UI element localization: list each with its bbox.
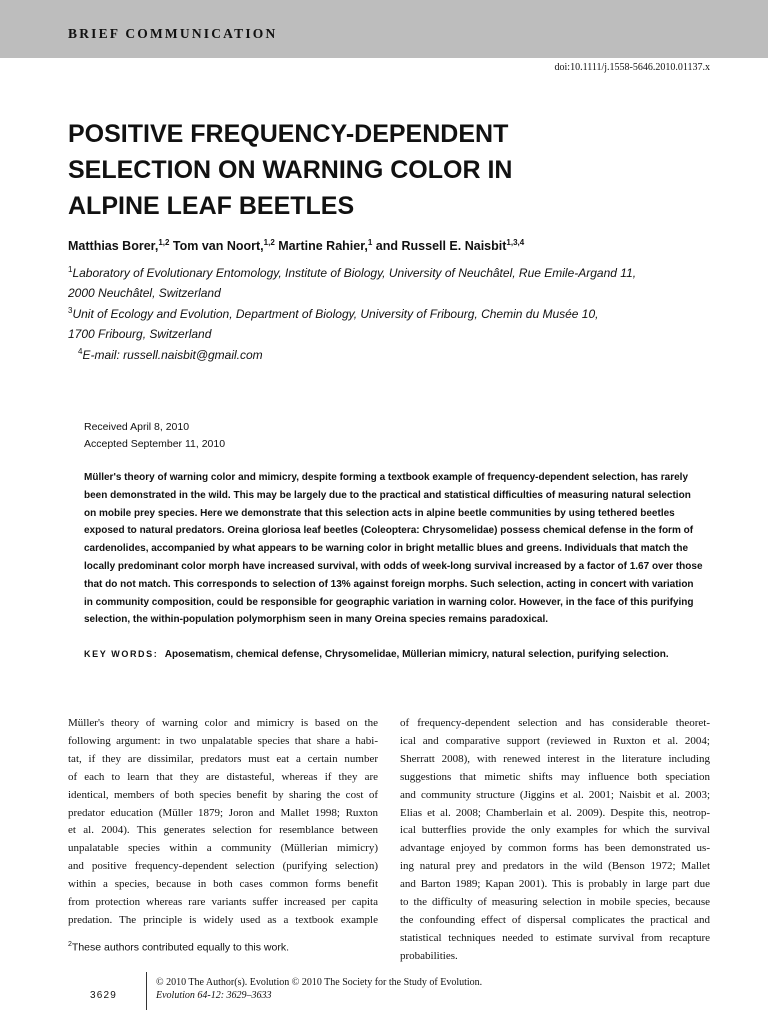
- affil-sup: 1: [68, 265, 73, 274]
- abstract-line: in community composition, could be responsible for geographic variation in warning color. However, in the face of this purifying: [84, 596, 694, 608]
- footnote-sup: 2: [68, 941, 72, 948]
- keywords-label: KEY WORDS:: [84, 649, 159, 659]
- affiliation-3: [68, 301, 708, 344]
- body-line: identical, members of both species benefit by sharing the cost of: [68, 788, 378, 801]
- body-line: Sherratt 2008), with renewed interest in the literature including: [400, 752, 710, 765]
- body-line: ical butterflies provide the only examples for which the survival: [400, 824, 710, 837]
- body-line: and community structure (Jiggins et al. 2001; Naisbit et al. 2003;: [400, 788, 710, 801]
- author-name: Matthias Borer,: [68, 239, 159, 254]
- footnote-text: These authors contributed equally to this work.: [71, 941, 290, 954]
- doi: doi:10.1111/j.1558-5646.2010.01137.x: [554, 62, 710, 73]
- body-line: advantage enjoyed by common forms has been demonstrated us-: [400, 842, 710, 855]
- page-number: 3629: [90, 990, 118, 1001]
- title-line: POSITIVE FREQUENCY-DEPENDENT: [68, 120, 509, 148]
- copyright: [156, 976, 482, 1002]
- body-line: predation. The principle is widely used as a textbook example: [68, 913, 378, 926]
- abstract-line: locally predominant color morph have increased survival, with odds of week-long survival increased by a factor of 1.67 over those: [84, 560, 703, 572]
- title-line: ALPINE LEAF BEETLES: [68, 192, 355, 220]
- body-line: unpalatable species within a community (Müllerian mimicry): [68, 842, 378, 855]
- body-line: Müller's theory of warning color and mimicry is based on the: [68, 717, 378, 729]
- abstract-line: on mobile prey species. Here we demonstrate that this selection acts in alpine beetle communities by using tethered beetles: [84, 507, 675, 519]
- contact-email: [78, 342, 718, 365]
- title-line: SELECTION ON WARNING COLOR IN: [68, 156, 513, 184]
- affiliation-1: [68, 260, 708, 303]
- author-list: [68, 238, 524, 253]
- author-name: and Russell E. Naisbit: [372, 239, 507, 254]
- author-name: Tom van Noort,: [169, 239, 264, 254]
- abstract-line: selection, the within-population polymorphism seen in many Oreina species remains paradoxical.: [84, 614, 549, 626]
- body-line: of frequency-dependent selection and has considerable theoret-: [400, 717, 710, 729]
- body-line: following argument: in two unpalatable species that share a habi-: [68, 734, 378, 747]
- accepted-date: Accepted September 11, 2010: [84, 438, 226, 450]
- abstract-line: exposed to natural predators. Oreina gloriosa leaf beetles (Coleoptera: Chrysomelidae) possess chemical defense in the form of: [84, 525, 694, 537]
- keywords-text: Aposematism, chemical defense, Chrysomelidae, Müllerian mimicry, natural selection, purifying selection.: [164, 649, 669, 660]
- abstract-line: been demonstrated in the wild. This may be largely due to the practical and statistical difficulties of measuring natural selection: [84, 489, 691, 501]
- body-column-left: [68, 715, 378, 930]
- body-line: of each to learn that they are distasteful, whereas if they are: [68, 770, 378, 783]
- affil-sup: 3: [68, 306, 73, 315]
- body-line: Elias et al. 2008; Chamberlain et al. 2009). Despite this, neotrop-: [400, 806, 710, 819]
- body-line: predator education (Müller 1879; Joron and Mallet 1998; Ruxton: [68, 806, 378, 819]
- author-affil-sup: 1,2: [263, 238, 275, 247]
- copyright-line: © 2010 The Author(s). Evolution © 2010 The Society for the Study of Evolution.: [156, 977, 483, 988]
- footer-divider: [146, 972, 147, 1010]
- body-line: and positive frequency-dependent selection (purifying selection): [68, 860, 378, 873]
- body-line: the confounding effect of dispersal complicates the practical and: [400, 913, 710, 926]
- section-label: BRIEF COMMUNICATION: [68, 26, 278, 41]
- abstract-line: cardenolides, accompanied by what appears to be warning color in bright metallic blues and greens. Individuals that match the: [84, 543, 689, 555]
- received-date: Received April 8, 2010: [84, 421, 190, 433]
- body-line: ical and comparative support (reviewed in Ruxton et al. 2004;: [400, 734, 710, 747]
- body-line: statistical techniques needed to estimate survival from recapture: [400, 931, 710, 944]
- body-line: tat, if they are dissimilar, predators must eat a certain number: [68, 752, 378, 765]
- body-line: ing natural prey and predators in the wild (Benson 1972; Mallet: [400, 860, 710, 873]
- affil-text: Laboratory of Evolutionary Entomology, Institute of Biology, University of Neuchâtel, Rue Emile-Argand 11,: [72, 266, 637, 280]
- keywords: [84, 649, 669, 660]
- body-line: et al. 2004). This generates selection for resemblance between: [68, 824, 378, 837]
- abstract-line: Müller's theory of warning color and mimicry, despite forming a textbook example of frequency-dependent selection, has rarely: [84, 472, 688, 483]
- author-affil-sup: 1: [367, 238, 373, 247]
- body-line: probabilities.: [400, 949, 458, 962]
- affil-text: 2000 Neuchâtel, Switzerland: [68, 286, 221, 300]
- body-line: suggestions that mimetic shifts may influence both speciation: [400, 770, 710, 783]
- footnote: [68, 941, 289, 954]
- abstract: [84, 469, 703, 629]
- email-text: E-mail: russell.naisbit@gmail.com: [82, 348, 263, 362]
- body-line: to the difficulty of measuring selection in mobile species, because: [400, 896, 710, 909]
- author-name: Martine Rahier,: [274, 239, 368, 254]
- affil-sup: 4: [78, 347, 83, 356]
- body-line: from protection whereas rare variants suffer increased per capita: [68, 896, 378, 909]
- body-column-right: [400, 715, 710, 966]
- affil-text: Unit of Ecology and Evolution, Department of Biology, University of Fribourg, Chemin du Musée 10,: [72, 307, 599, 321]
- body-line: and Barton 1989; Kapan 2001). This is probably in large part due: [400, 878, 710, 891]
- journal-citation: Evolution 64-12: 3629–3633: [156, 990, 272, 1001]
- abstract-line: that do not match. This corresponds to selection of 13% against foreign morphs. Such selection, acting in concert with variation: [84, 578, 694, 590]
- article-title: [68, 116, 708, 224]
- author-affil-sup: 1,2: [158, 238, 170, 247]
- body-line: within a species, because in both cases common forms benefit: [68, 878, 378, 891]
- author-affil-sup: 1,3,4: [506, 238, 525, 247]
- affil-text: 1700 Fribourg, Switzerland: [68, 327, 212, 341]
